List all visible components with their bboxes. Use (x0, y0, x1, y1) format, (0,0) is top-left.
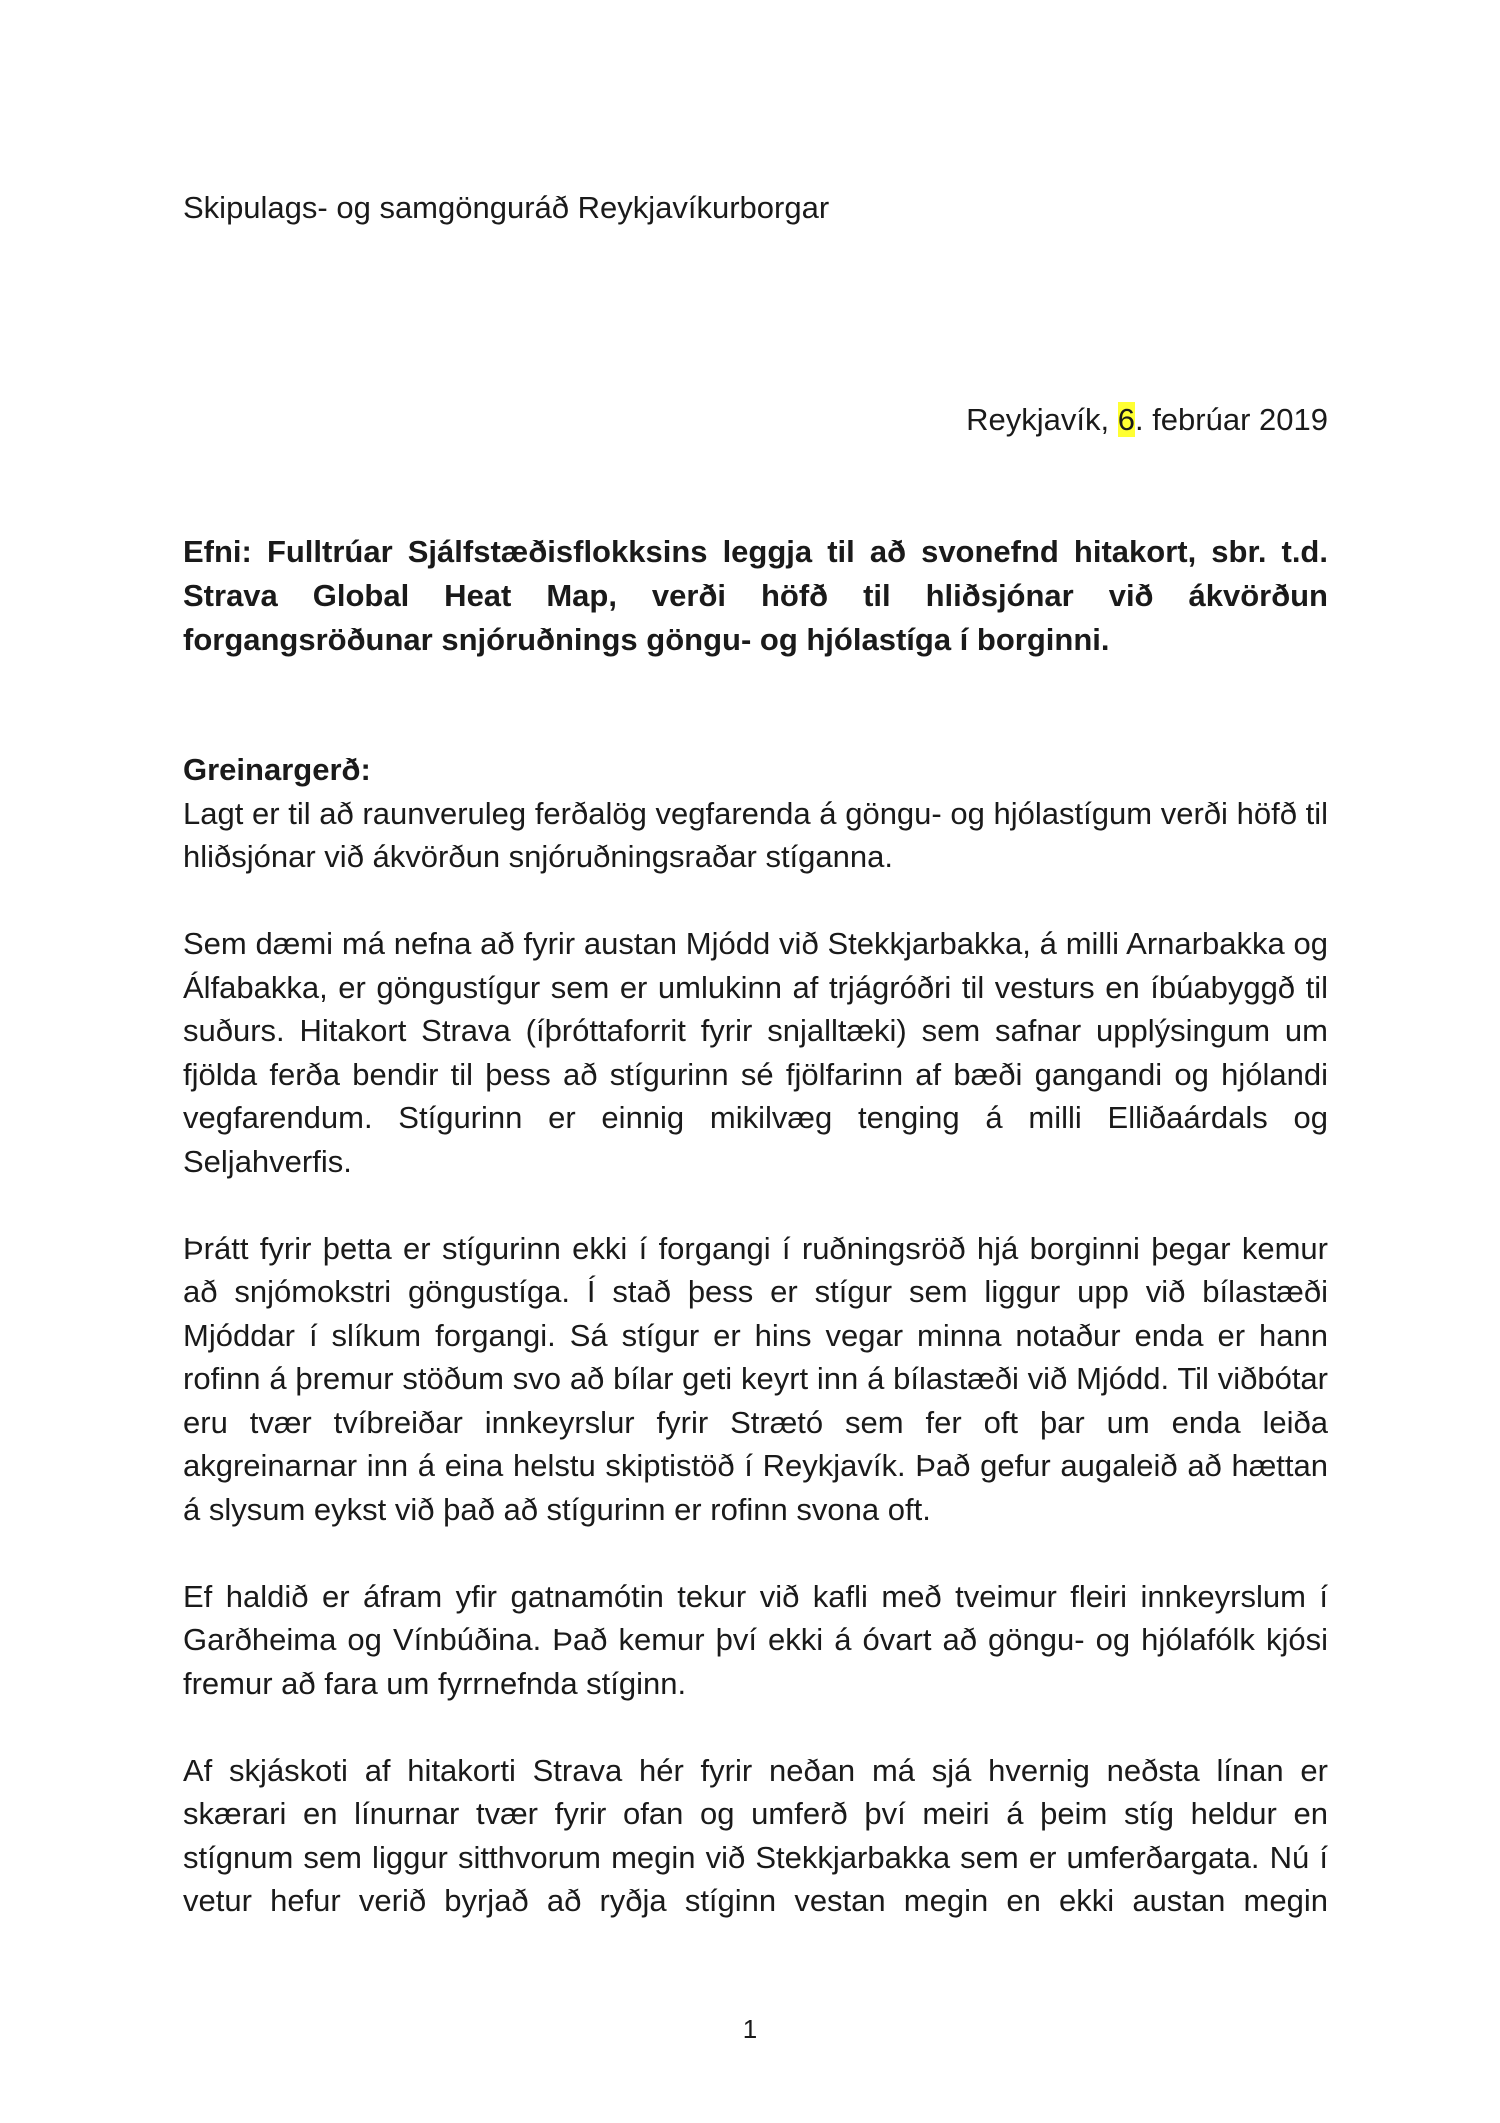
page-number: 1 (742, 2014, 758, 2044)
body-text (183, 748, 1328, 1923)
subject-heading: Efni: Fulltrúar Sjálfstæðisflokksins leggja til að svonefnd hitakort, sbr. t.d. Strava Global Heat Map, verði höfð til hliðsjónar við ákvörðun forgangsröðunar snjóruðnings göngu- og hjólastíga í borginni. (183, 534, 1328, 657)
paragraph: Af skjáskoti af hitakorti Strava hér fyrir neðan má sjá hvernig neðsta línan er skærari en línurnar tvær fyrir ofan og umferð því meiri á þeim stíg heldur en stígnum sem liggur sitthvorum megin við Stekkjarbakka sem er umferðargata. Nú í vetur hefur verið byrjað að ryðja stíginn vestan megin en ekki austan megin (183, 1752, 1328, 1918)
paragraph: Lagt er til að raunveruleg ferðalög vegfarenda á göngu- og hjólastígum verði höfð til hliðsjónar við ákvörðun snjóruðningsraðar stíganna. (183, 795, 1328, 874)
recipient-line: Skipulags- og samgönguráð Reykjavíkurborgar (183, 190, 830, 225)
date-line (966, 398, 1328, 442)
date-rest: . febrúar 2019 (1134, 402, 1328, 437)
date-prefix: Reykjavík, (966, 402, 1118, 437)
paragraph: Ef haldið er áfram yfir gatnamótin tekur við kafli með tveimur fleiri innkeyrslum í Garðheima og Vínbúðina. Það kemur því ekki á óvart að göngu- og hjólafólk kjósi fremur að fara um fyrrnefnda stíginn. (183, 1578, 1328, 1701)
section-heading: Greinargerð: (183, 752, 371, 787)
paragraph: Sem dæmi má nefna að fyrir austan Mjódd við Stekkjarbakka, á milli Arnarbakka og Álfabakka, er göngustígur sem er umlukinn af trjágróðri til vesturs en íbúabyggð til suðurs. Hitakort Strava (íþróttaforrit fyrir snjalltæki) sem safnar upplýsingum um fjölda ferða bendir til þess að stígurinn sé fjölfarinn af bæði gangandi og hjólandi vegfarendum. Stígurinn er einnig mikilvæg tenging á milli Elliðaárdals og Seljahverfis. (183, 926, 1328, 1179)
paragraph: Þrátt fyrir þetta er stígurinn ekki í forgangi í ruðningsröð hjá borginni þegar kemur að snjómokstri göngustíga. Í stað þess er stígur sem liggur upp við bílastæði Mjóddar í slíkum forgangi. Sá stígur er hins vegar minna notaður enda er hann rofinn á þremur stöðum svo að bílar geti keyrt inn á bílastæði við Mjódd. Til viðbótar eru tvær tvíbreiðar innkeyrslur fyrir Strætó sem fer oft þar um enda leiða akgreinarnar inn á eina helstu skiptistöð í Reykjavík. Það gefur augaleið að hættan á slysum eykst við það að stígurinn er rofinn svona oft. (183, 1230, 1328, 1527)
highlighted-day: 6 (1117, 402, 1135, 437)
